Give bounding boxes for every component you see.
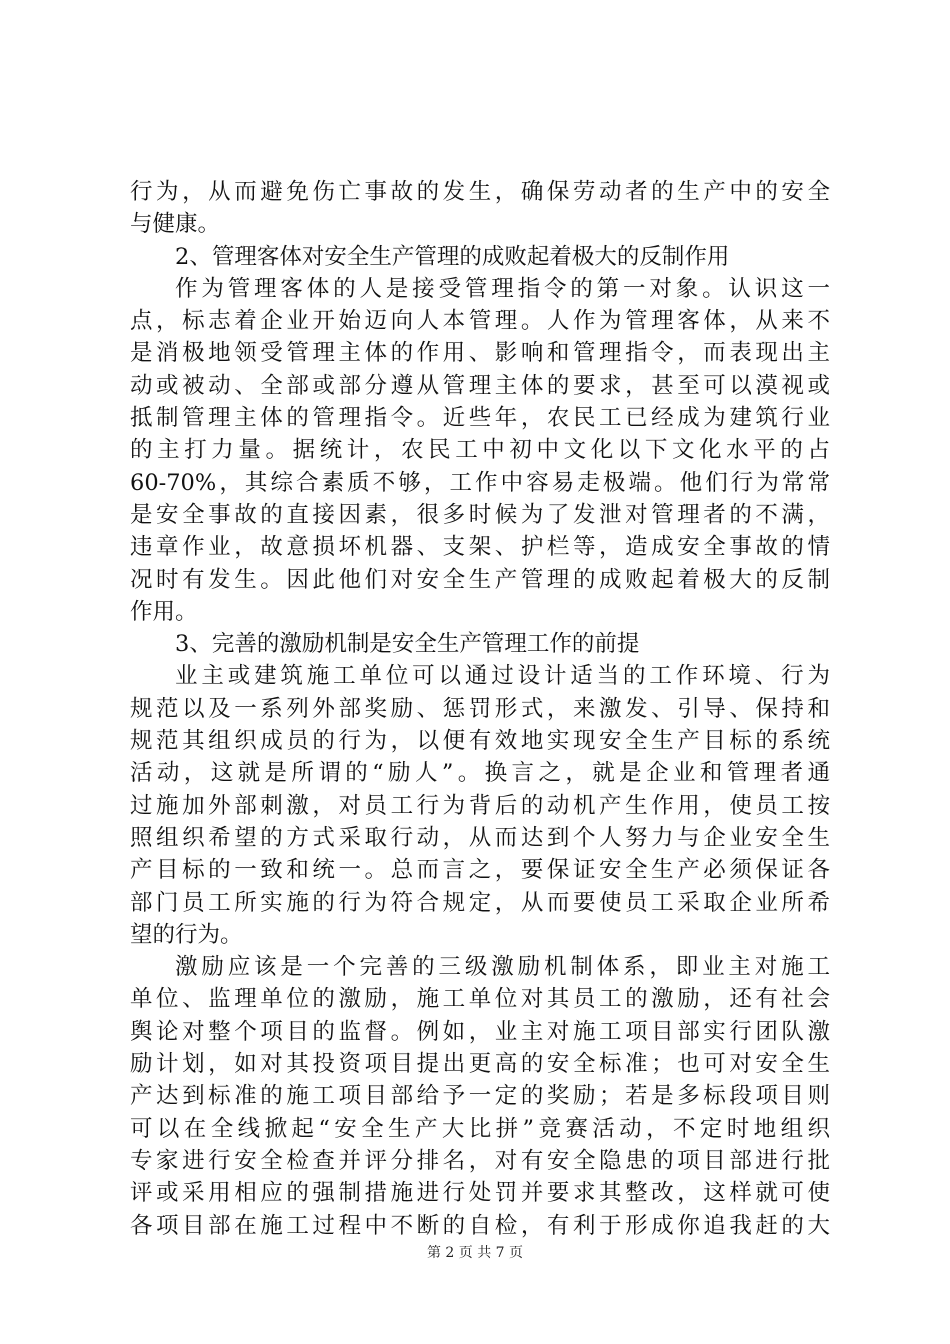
section-heading: 2、管理客体对安全生产管理的成败起着极大的反制作用 [175,243,730,270]
paragraph-line: 望的行为。 [130,921,243,948]
document-body [130,176,830,1242]
paragraph-line: 规范其组织成员的行为，以便有效地实现安全生产目标的系统 [130,728,830,755]
paragraph-line: 违章作业，故意损坏机器、支架、护栏等，造成安全事故的情 [130,534,830,561]
paragraph-line: 规范以及一系列外部奖励、惩罚形式，来激发、引导、保持和 [130,695,830,722]
paragraph-line: 动或被动、全部或部分遵从管理主体的要求，甚至可以漠视或 [130,372,830,399]
paragraph-line: 可以在全线掀起“安全生产大比拼”竞赛活动，不定时地组织 [130,1115,830,1142]
paragraph-line: 专家进行安全检查并评分排名，对有安全隐患的项目部进行批 [130,1147,830,1174]
paragraph-line: 业主或建筑施工单位可以通过设计适当的工作环境、行为 [175,663,830,690]
paragraph-line: 行为，从而避免伤亡事故的发生，确保劳动者的生产中的安全 [130,179,830,205]
page-footer: 第 2 页 共 7 页 [426,1245,524,1261]
paragraph-line: 产达到标准的施工项目部给予一定的奖励；若是多标段项目则 [130,1083,830,1110]
section-heading: 3、完善的激励机制是安全生产管理工作的前提 [175,631,640,658]
paragraph-line: 各项目部在施工过程中不断的自检，有利于形成你追我赶的大 [130,1212,830,1239]
paragraph-line: 激励应该是一个完善的三级激励机制体系，即业主对施工 [175,954,830,981]
paragraph-line: 是安全事故的直接因素，很多时候为了发泄对管理者的不满， [130,501,830,528]
paragraph-line: 评或采用相应的强制措施进行处罚并要求其整改，这样就可使 [130,1180,830,1207]
paragraph-line: 抵制管理主体的管理指令。近些年，农民工已经成为建筑行业 [130,405,830,432]
paragraph-line: 舆论对整个项目的监督。例如，业主对施工项目部实行团队激 [130,1018,830,1045]
paragraph-line: 产目标的一致和统一。总而言之，要保证安全生产必须保证各 [130,857,830,884]
paragraph-line: 单位、监理单位的激励，施工单位对其员工的激励，还有社会 [130,986,830,1013]
paragraph-line: 60-70%，其综合素质不够，工作中容易走极端。他们行为常常 [130,469,830,496]
paragraph-line: 与健康。 [130,211,221,238]
paragraph-line: 况时有发生。因此他们对安全生产管理的成败起着极大的反制 [130,566,830,593]
paragraph-line: 部门员工所实施的行为符合规定，从而要使员工采取企业所希 [130,889,830,916]
paragraph-line: 是消极地领受管理主体的作用、影响和管理指令，而表现出主 [130,340,830,367]
paragraph-line: 励计划，如对其投资项目提出更高的安全标准；也可对安全生 [130,1051,830,1078]
paragraph-line: 的主打力量。据统计，农民工中初中文化以下文化水平的占 [130,437,830,464]
paragraph-line: 作为管理客体的人是接受管理指令的第一对象。认识这一 [175,275,830,302]
paragraph-line: 过施加外部刺激，对员工行为背后的动机产生作用，使员工按 [130,792,830,819]
paragraph-line: 照组织希望的方式采取行动，从而达到个人努力与企业安全生 [130,824,830,851]
paragraph-line: 作用。 [130,598,198,625]
paragraph-line: 点，标志着企业开始迈向人本管理。人作为管理客体，从来不 [130,308,830,335]
paragraph-line: 活动，这就是所谓的“励人”。换言之，就是企业和管理者通 [130,760,830,787]
